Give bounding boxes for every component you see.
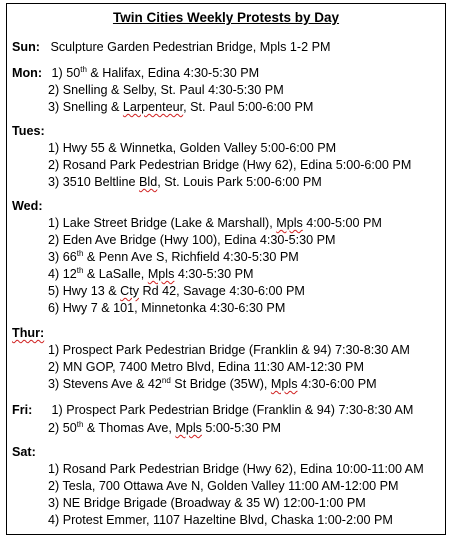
protest-schedule-box bbox=[6, 3, 446, 535]
day-label-mon: Mon: bbox=[12, 66, 43, 80]
wed-event-2: 2) Eden Ave Bridge (Hwy 100), Edina 4:30-5:30 PM bbox=[48, 233, 336, 247]
sat-event-1: 1) Rosand Park Pedestrian Bridge (Hwy 62), Edina 10:00-11:00 AM bbox=[48, 462, 424, 476]
tues-event-2: 2) Rosand Park Pedestrian Bridge (Hwy 62), Edina 5:00-6:00 PM bbox=[48, 158, 412, 172]
thur-event-1: 1) Prospect Park Pedestrian Bridge (Franklin & 94) 7:30-8:30 AM bbox=[48, 343, 410, 357]
mon-event-3: 3) Snelling & Larpenteur, St. Paul 5:00-6:00 PM bbox=[48, 100, 314, 114]
sat-event-3: 3) NE Bridge Brigade (Broadway & 35 W) 12:00-1:00 PM bbox=[48, 496, 366, 510]
mon-row-1 bbox=[12, 65, 259, 81]
wed-event-4: 4) 12th & LaSalle, Mpls 4:30-5:30 PM bbox=[48, 266, 254, 281]
day-label-thur: Thur: bbox=[12, 326, 45, 340]
fri-row-1 bbox=[12, 402, 413, 418]
document-title: Twin Cities Weekly Protests by Day bbox=[112, 10, 340, 25]
mon-event-2: 2) Snelling & Selby, St. Paul 4:30-5:30 PM bbox=[48, 83, 284, 97]
wed-event-6: 6) Hwy 7 & 101, Minnetonka 4:30-6:30 PM bbox=[48, 301, 286, 315]
day-label-wed: Wed: bbox=[12, 199, 43, 213]
sat-event-4: 4) Protest Emmer, 1107 Hazeltine Blvd, Chaska 1:00-2:00 PM bbox=[48, 513, 393, 527]
wed-event-1: 1) Lake Street Bridge (Lake & Marshall), Mpls 4:00-5:00 PM bbox=[48, 216, 382, 230]
fri-event-1: 1) Prospect Park Pedestrian Bridge (Franklin & 94) 7:30-8:30 AM bbox=[51, 403, 414, 417]
day-label-sat: Sat: bbox=[12, 445, 36, 459]
fri-event-2: 2) 50th & Thomas Ave, Mpls 5:00-5:30 PM bbox=[48, 420, 282, 435]
sun-row bbox=[12, 39, 330, 55]
sat-event-2: 2) Tesla, 700 Ottawa Ave N, Golden Valley 11:00 AM-12:00 PM bbox=[48, 479, 399, 493]
thur-event-3: 3) Stevens Ave & 42nd St Bridge (35W), Mpls 4:30-6:00 PM bbox=[48, 376, 377, 391]
tues-event-1: 1) Hwy 55 & Winnetka, Golden Valley 5:00-6:00 PM bbox=[48, 141, 337, 155]
wed-event-3: 3) 66th & Penn Ave S, Richfield 4:30-5:30 PM bbox=[48, 249, 299, 264]
thur-event-2: 2) MN GOP, 7400 Metro Blvd, Edina 11:30 AM-12:30 PM bbox=[48, 360, 364, 374]
tues-event-3: 3) 3510 Beltline Bld, St. Louis Park 5:00-6:00 PM bbox=[48, 175, 322, 189]
sun-event-1: Sculpture Garden Pedestrian Bridge, Mpls 1-2 PM bbox=[50, 40, 331, 54]
day-label-sun: Sun: bbox=[12, 40, 40, 54]
wed-event-5: 5) Hwy 13 & Cty Rd 42, Savage 4:30-6:00 PM bbox=[48, 284, 305, 298]
day-label-fri: Fri: bbox=[12, 403, 33, 417]
mon-event-1: 1) 50th & Halifax, Edina 4:30-5:30 PM bbox=[51, 65, 260, 80]
day-label-tues: Tues: bbox=[12, 124, 45, 138]
